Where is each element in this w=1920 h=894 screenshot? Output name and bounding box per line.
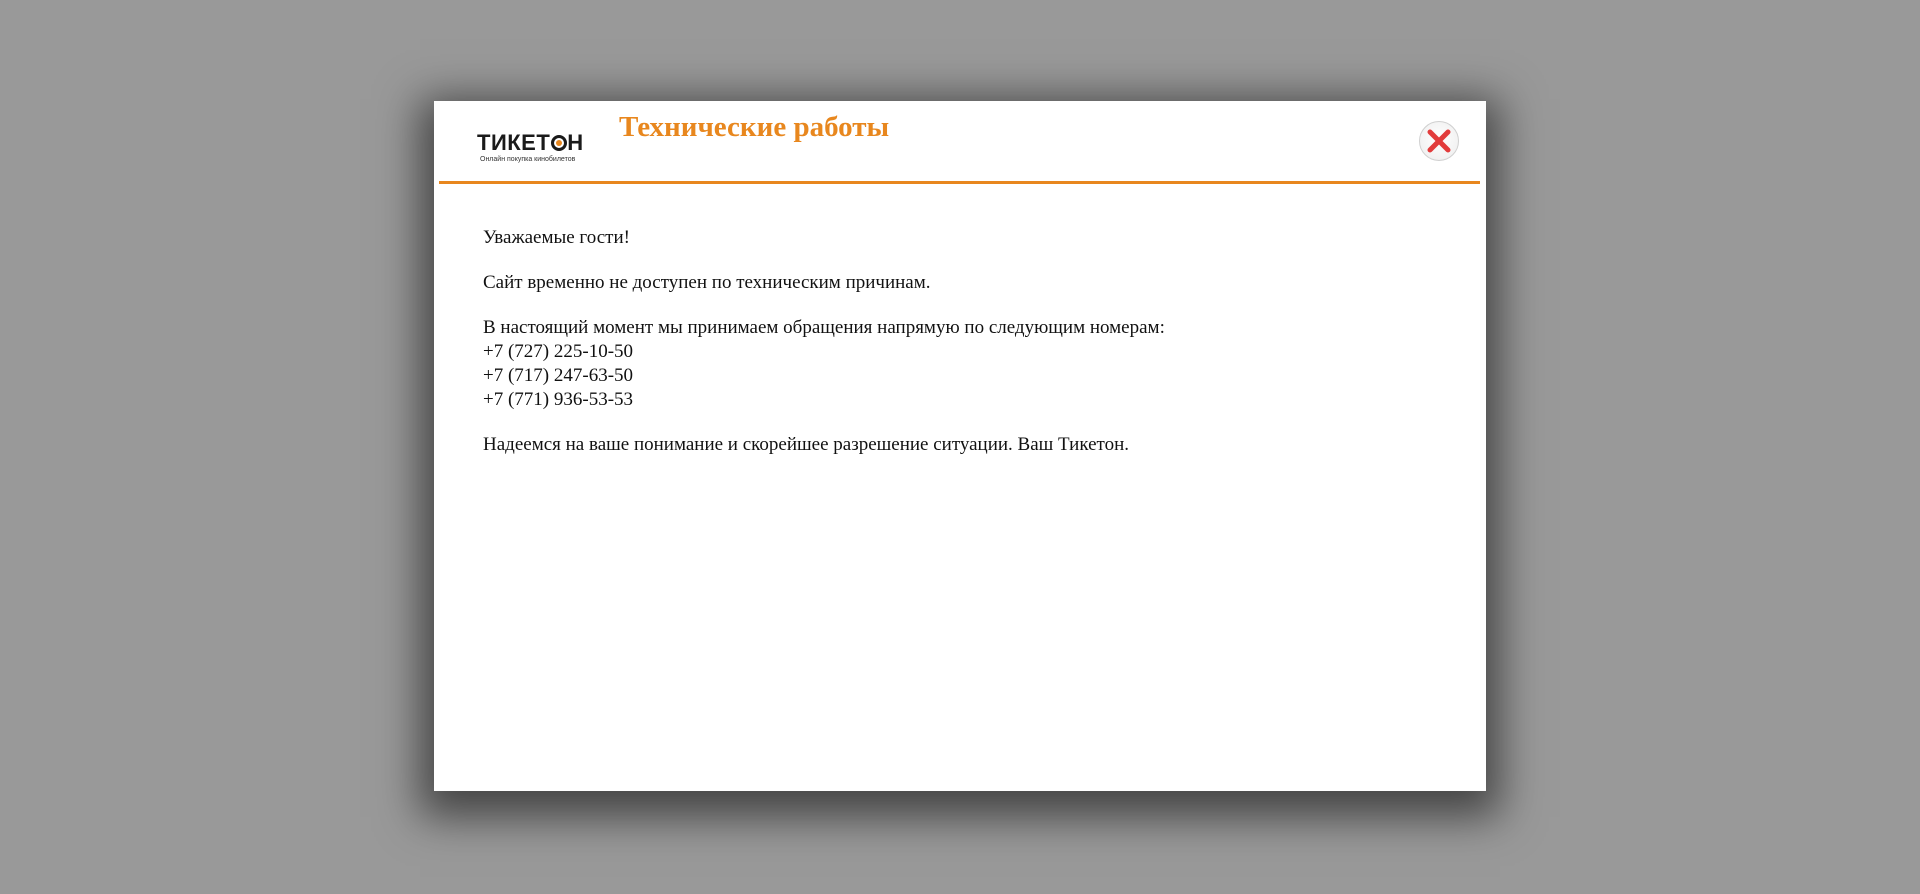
phone-number[interactable]: +7 (717) 247-63-50 — [483, 365, 634, 386]
logo-ring-icon — [551, 135, 567, 151]
greeting-text: Уважаемые гости! — [483, 227, 630, 248]
phone-number[interactable]: +7 (727) 225-10-50 — [483, 341, 634, 362]
close-button[interactable] — [1419, 121, 1459, 161]
dialog-title: Технические работы — [619, 111, 890, 143]
unavailable-text: Сайт временно не доступен по техническим причинам. — [483, 272, 931, 293]
header-divider — [439, 181, 1480, 184]
closing-text: Надеемся на ваше понимание и скорейшее разрешение ситуации. Ваш Тикетон. — [483, 434, 1130, 455]
ticketon-logo[interactable] — [477, 131, 597, 167]
logo-text: ТИКЕТ — [477, 130, 551, 155]
maintenance-dialog — [434, 101, 1486, 791]
phone-number[interactable]: +7 (771) 936-53-53 — [483, 389, 634, 410]
logo-tagline: Онлайн покупка кинобилетов — [480, 156, 576, 163]
close-x-icon — [1424, 126, 1454, 156]
logo-text-end: Н — [567, 130, 584, 155]
contact-block — [483, 316, 1433, 412]
dialog-header — [434, 101, 1486, 183]
logo-wordmark — [477, 131, 584, 155]
contact-intro-text: В настоящий момент мы принимаем обращения напрямую по следующим номерам: — [483, 317, 1165, 338]
dialog-body — [483, 226, 1433, 478]
